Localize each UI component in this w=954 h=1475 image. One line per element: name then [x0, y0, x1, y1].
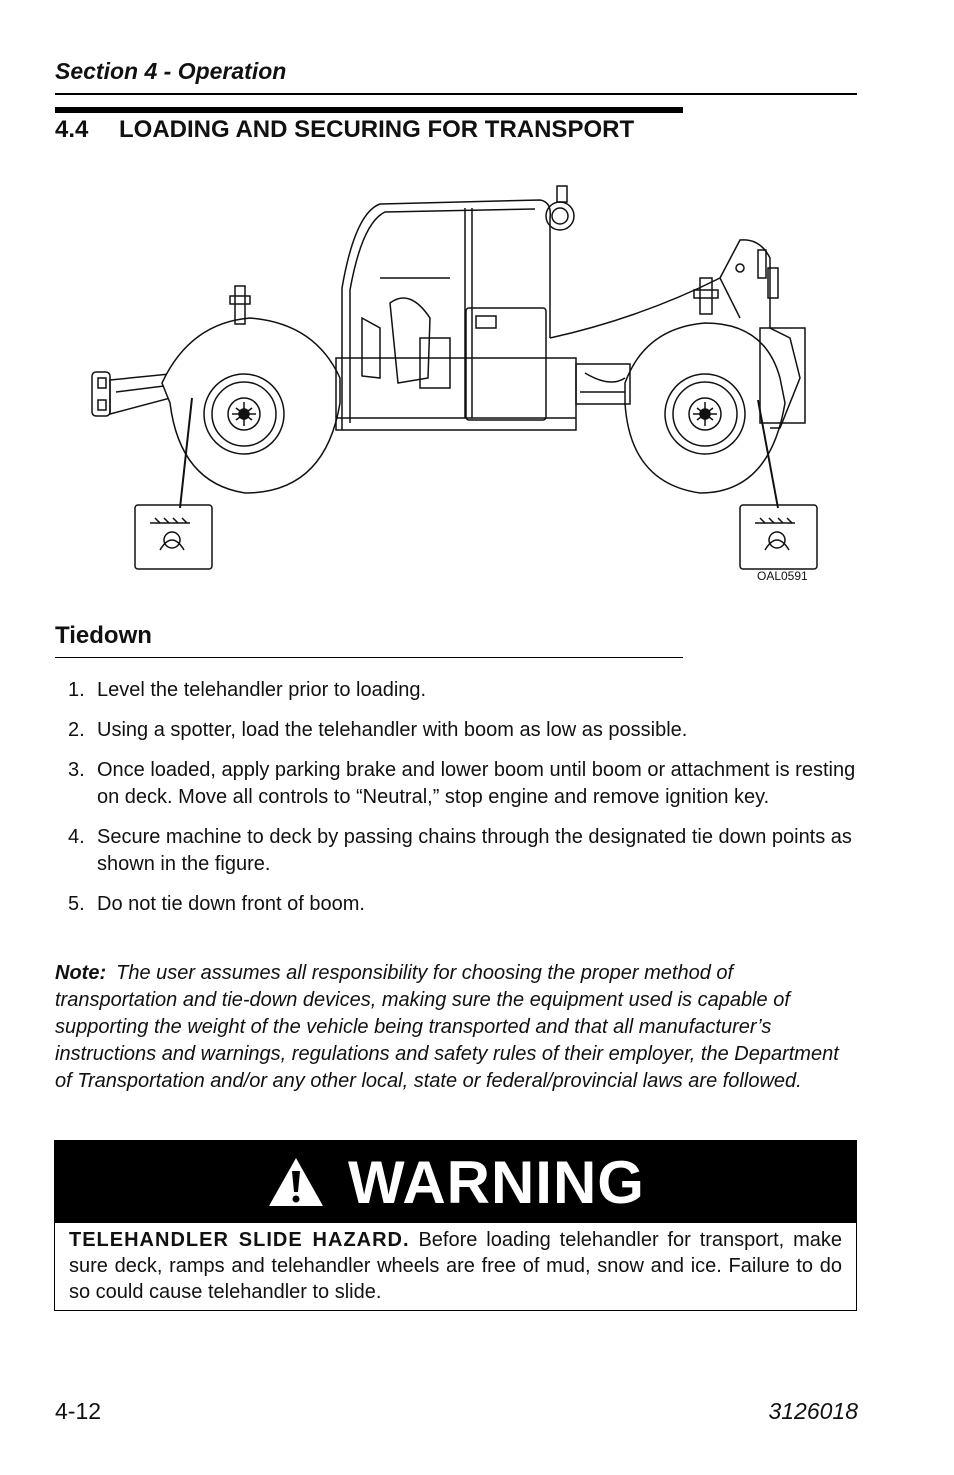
- step-text: Secure machine to deck by passing chains through the designated tie down points as shown in the figure.: [97, 826, 852, 875]
- operator-cab: [342, 186, 574, 430]
- note-text: The user assumes all responsibility for choosing the proper method of transportation and tie-down devices, making sure the equipment used is capable of supporting the weight of the vehicle being transported and that all manufacturer’s instructions and warnings, regulations and safety rules of their employer, the Department of Transportation and/or any other local, state or federal/provincial laws are followed.: [55, 962, 839, 1092]
- tiedown-heading: Tiedown: [55, 622, 152, 649]
- warning-body: [55, 1223, 856, 1305]
- page-number: 4-12: [55, 1398, 102, 1424]
- warning-banner: [55, 1141, 856, 1223]
- section-title: Section 4 - Operation: [55, 58, 287, 84]
- document-number: 3126018: [768, 1398, 858, 1424]
- list-item: [68, 824, 858, 878]
- step-text: Do not tie down front of boom.: [97, 893, 365, 915]
- list-item: [68, 717, 858, 744]
- warning-triangle-icon: [266, 1155, 326, 1209]
- note: [55, 960, 857, 1095]
- figure-id: OAL0591: [757, 569, 808, 583]
- rear-wheel: [162, 318, 340, 493]
- step-number: 5.: [68, 893, 85, 915]
- rear-tiedown-symbol: [135, 505, 212, 569]
- telehandler-tiedown-diagram: [80, 178, 840, 588]
- step-text: Using a spotter, load the telehandler with boom as low as possible.: [97, 719, 688, 741]
- warning-title: WARNING: [348, 1148, 645, 1216]
- step-number: 2.: [68, 719, 85, 741]
- heading-rule: [55, 107, 683, 113]
- note-label: Note:: [55, 962, 107, 984]
- step-number: 3.: [68, 759, 85, 781]
- tiedown-steps: [68, 677, 858, 931]
- warning-text: Before loading telehandler for transport, make sure deck, ramps and telehandler wheels are free of mud, snow and ice. Failure to do so could cause telehandler to slide.: [69, 1229, 842, 1303]
- list-item: [68, 891, 858, 918]
- warning-box: [54, 1140, 857, 1311]
- step-text: Once loaded, apply parking brake and lower boom until boom or attachment is resting on deck. Move all controls to “Neutral,” stop engine and remove ignition key.: [97, 759, 856, 808]
- heading-title: LOADING AND SECURING FOR TRANSPORT: [119, 116, 635, 143]
- page-heading: [55, 116, 634, 144]
- step-number: 4.: [68, 826, 85, 848]
- front-tiedown-symbol: [740, 505, 817, 569]
- step-number: 1.: [68, 679, 85, 701]
- list-item: [68, 677, 858, 704]
- tiedown-rule: [55, 657, 683, 658]
- heading-number: 4.4: [55, 116, 89, 143]
- step-text: Level the telehandler prior to loading.: [97, 679, 427, 701]
- list-item: [68, 757, 858, 811]
- header-rule: [55, 93, 857, 95]
- warning-lead: TELEHANDLER SLIDE HAZARD.: [69, 1229, 410, 1251]
- front-wheel: [625, 323, 785, 493]
